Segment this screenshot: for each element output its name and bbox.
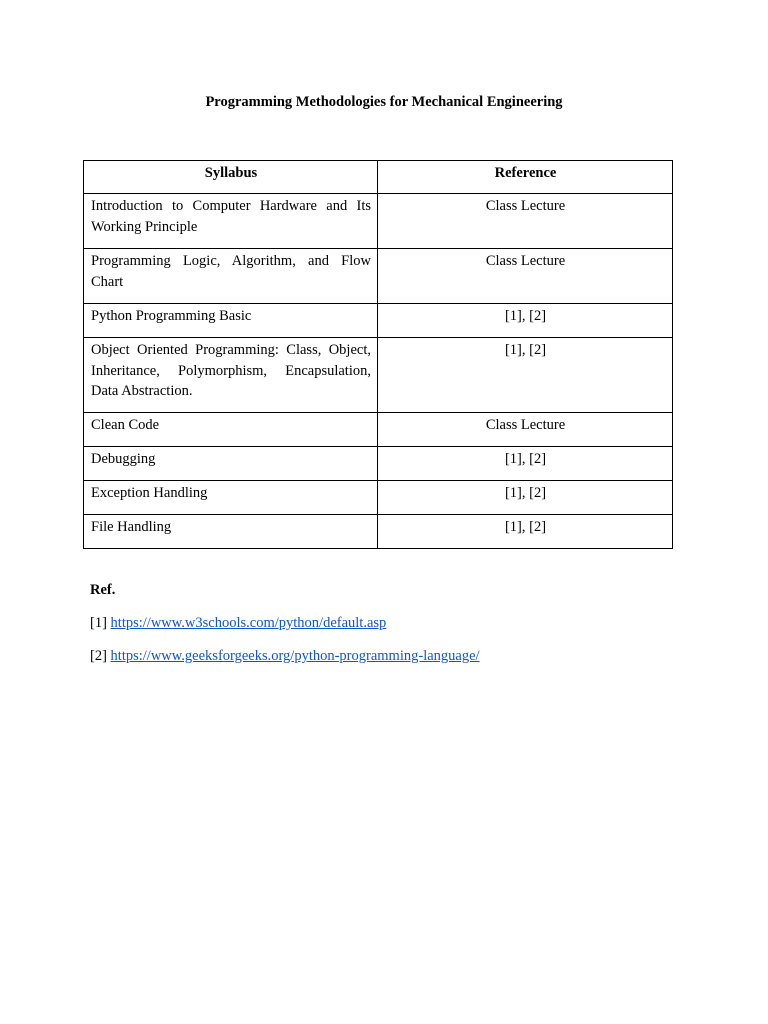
reference-cell: [1], [2] [378,515,673,549]
reference-column-header: Reference [378,161,673,194]
syllabus-cell: Programming Logic, Algorithm, and Flow Chart [84,249,378,304]
reference-item [90,613,690,633]
references-heading: Ref. [90,582,116,598]
table-header-row [84,161,673,194]
syllabus-cell: Python Programming Basic [84,304,378,338]
syllabus-table [83,160,673,549]
document-title: Programming Methodologies for Mechanical Engineering [205,94,563,110]
reference-cell: [1], [2] [378,447,673,481]
syllabus-cell: File Handling [84,515,378,549]
reference-cell: [1], [2] [378,481,673,515]
reference-link-w3schools[interactable]: https://www.w3schools.com/python/default.asp [110,615,387,631]
reference-cell: [1], [2] [378,304,673,338]
syllabus-cell: Clean Code [84,413,378,447]
reference-link-geeksforgeeks[interactable]: https://www.geeksforgeeks.org/python-programming-language/ [110,648,480,664]
reference-cell: Class Lecture [378,413,673,447]
reference-cell: [1], [2] [378,338,673,413]
reference-marker: [1] [90,615,107,631]
reference-marker: [2] [90,648,107,664]
table-row [84,304,673,338]
syllabus-cell: Exception Handling [84,481,378,515]
reference-item [90,646,690,666]
reference-cell: Class Lecture [378,249,673,304]
syllabus-cell: Introduction to Computer Hardware and Its Working Principle [84,194,378,249]
syllabus-column-header: Syllabus [84,161,378,194]
syllabus-cell: Object Oriented Programming: Class, Object, Inheritance, Polymorphism, Encapsulation, Data Abstraction. [84,338,378,413]
table-row [84,447,673,481]
table-row [84,338,673,413]
table-row [84,515,673,549]
references-section [90,580,690,679]
table-row [84,194,673,249]
reference-cell: Class Lecture [378,194,673,249]
syllabus-cell: Debugging [84,447,378,481]
table-row [84,481,673,515]
table-row [84,249,673,304]
table-row [84,413,673,447]
